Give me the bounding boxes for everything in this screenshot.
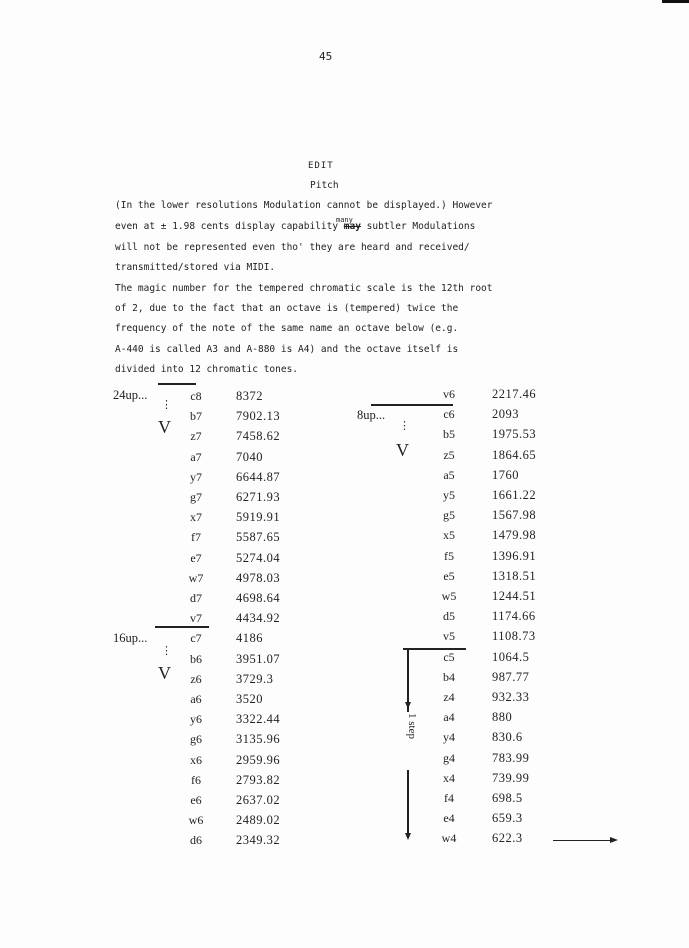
section-title: EDIT	[308, 161, 334, 171]
section-subtitle: Pitch	[310, 180, 339, 191]
page-number: 45	[319, 50, 333, 63]
note-frequency: 3951.07	[236, 652, 281, 666]
paragraph-line: A-440 is called A3 and A-880 is A4) and the octave itself is	[115, 344, 459, 355]
note-frequency: 7458.62	[236, 429, 281, 443]
note-frequency: 4434.92	[236, 611, 281, 625]
note-name: z7	[190, 429, 202, 443]
note-frequency: 2959.96	[236, 753, 281, 767]
note-frequency: 1244.51	[492, 589, 537, 603]
note-name: x7	[190, 510, 202, 524]
dots-icon: ⋮	[399, 419, 410, 432]
note-frequency: 4978.03	[236, 571, 281, 585]
dots-icon: ⋮	[161, 398, 172, 411]
note-name: b5	[443, 427, 455, 441]
note-name: w4	[441, 831, 457, 845]
note-name: v5	[443, 629, 455, 643]
note-frequency: 2349.32	[236, 833, 281, 847]
note-frequency: 5274.04	[236, 551, 281, 565]
note-name: y6	[190, 712, 202, 726]
note-frequency: 6271.93	[236, 490, 281, 504]
annotation-24up: 24up...	[113, 388, 148, 402]
octave-rule	[155, 626, 209, 628]
note-name: a7	[190, 450, 202, 464]
note-name: f6	[191, 773, 201, 787]
note-name: y4	[443, 730, 455, 744]
paragraph-line: will not be represented even tho' they are heard and received/	[115, 242, 470, 253]
note-frequency: 1567.98	[492, 508, 537, 522]
note-name: z5	[443, 448, 455, 462]
arrow-down-icon	[405, 833, 411, 840]
paragraph-line-text: even at ± 1.98 cents display capability	[115, 221, 344, 232]
note-name: a4	[443, 710, 455, 724]
note-frequency: 4186	[236, 631, 263, 645]
note-frequency: 7902.13	[236, 409, 281, 423]
note-frequency: 1661.22	[492, 488, 537, 502]
note-name: f4	[444, 791, 454, 805]
inserted-word: many	[336, 216, 353, 224]
note-name: e5	[443, 569, 455, 583]
paragraph-line: The magic number for the tempered chromatic scale is the 12th root	[115, 283, 493, 294]
note-name: c7	[190, 631, 202, 645]
note-frequency: 1396.91	[492, 549, 537, 563]
note-frequency: 5587.65	[236, 530, 281, 544]
note-frequency: 1318.51	[492, 569, 537, 583]
note-name: v7	[190, 611, 202, 625]
note-name: g4	[443, 751, 455, 765]
note-name: c6	[443, 407, 455, 421]
note-frequency: 3729.3	[236, 672, 274, 686]
down-chevron-icon: V	[158, 417, 171, 437]
note-frequency: 5919.91	[236, 510, 281, 524]
dots-icon: ⋮	[161, 644, 172, 657]
arrow-line	[553, 840, 613, 841]
note-frequency: 1064.5	[492, 650, 530, 664]
note-frequency: 3322.44	[236, 712, 281, 726]
paragraph-line	[115, 222, 475, 232]
down-chevron-icon: V	[396, 440, 409, 460]
note-name: w7	[188, 571, 204, 585]
note-frequency: 987.77	[492, 670, 530, 684]
note-frequency: 2093	[492, 407, 519, 421]
note-name: e4	[443, 811, 455, 825]
note-name: v6	[443, 387, 455, 401]
note-name: b6	[190, 652, 202, 666]
note-name: b7	[190, 409, 202, 423]
note-frequency: 659.3	[492, 811, 523, 825]
note-name: c5	[443, 650, 455, 664]
note-name: x4	[443, 771, 455, 785]
note-frequency: 2637.02	[236, 793, 281, 807]
annotation-8up: 8up...	[357, 408, 386, 422]
paragraph-line: divided into 12 chromatic tones.	[115, 364, 299, 375]
note-name: d5	[443, 609, 455, 623]
paragraph-line-tail: subtler Modulations	[360, 221, 476, 232]
note-frequency: 739.99	[492, 771, 530, 785]
note-frequency: 783.99	[492, 751, 530, 765]
note-frequency: 2217.46	[492, 387, 537, 401]
note-name: g6	[190, 732, 202, 746]
note-name: x5	[443, 528, 455, 542]
octave-rule	[371, 404, 453, 406]
note-frequency: 2793.82	[236, 773, 281, 787]
note-frequency: 622.3	[492, 831, 523, 845]
note-name: e6	[190, 793, 202, 807]
down-chevron-icon: V	[158, 663, 171, 683]
note-name: y5	[443, 488, 455, 502]
note-name: d7	[190, 591, 202, 605]
note-frequency: 880	[492, 710, 513, 724]
note-name: g7	[190, 490, 202, 504]
note-frequency: 932.33	[492, 690, 530, 704]
note-frequency: 1864.65	[492, 448, 537, 462]
note-frequency: 698.5	[492, 791, 523, 805]
note-frequency: 4698.64	[236, 591, 281, 605]
note-name: x6	[190, 753, 202, 767]
arrow-down-icon	[405, 702, 411, 709]
paragraph-line: frequency of the note of the same name an octave below (e.g.	[115, 323, 459, 334]
note-name: a5	[443, 468, 455, 482]
note-name: y7	[190, 470, 202, 484]
note-name: f7	[191, 530, 201, 544]
note-frequency: 6644.87	[236, 470, 281, 484]
note-frequency: 3135.96	[236, 732, 281, 746]
octave-rule	[158, 383, 196, 385]
note-name: w5	[441, 589, 457, 603]
note-frequency: 1479.98	[492, 528, 537, 542]
note-name: e7	[190, 551, 202, 565]
note-frequency: 1174.66	[492, 609, 536, 623]
note-frequency: 1760	[492, 468, 519, 482]
note-frequency: 7040	[236, 450, 263, 464]
note-name: f5	[444, 549, 454, 563]
arrow-right-icon	[610, 837, 618, 843]
note-frequency: 8372	[236, 389, 263, 403]
one-step-note: 1 step	[406, 713, 418, 739]
note-name: b4	[443, 670, 455, 684]
note-name: w6	[188, 813, 204, 827]
annotation-16up: 16up...	[113, 631, 148, 645]
paragraph-line: transmitted/stored via MIDI.	[115, 262, 276, 273]
note-name: d6	[190, 833, 202, 847]
note-frequency: 3520	[236, 692, 263, 706]
corner-mark	[662, 0, 689, 3]
note-frequency: 1975.53	[492, 427, 537, 441]
note-name: c8	[190, 389, 202, 403]
note-name: g5	[443, 508, 455, 522]
note-frequency: 830.6	[492, 730, 523, 744]
note-frequency: 2489.02	[236, 813, 281, 827]
paragraph-line: of 2, due to the fact that an octave is (tempered) twice the	[115, 303, 459, 314]
note-name: z4	[443, 690, 455, 704]
struck-word: may	[343, 221, 361, 232]
note-name: z6	[190, 672, 202, 686]
paragraph-line: (In the lower resolutions Modulation cannot be displayed.) However	[115, 200, 493, 211]
note-name: a6	[190, 692, 202, 706]
bracket-rule	[403, 648, 466, 650]
note-frequency: 1108.73	[492, 629, 536, 643]
bracket-line	[407, 770, 409, 838]
